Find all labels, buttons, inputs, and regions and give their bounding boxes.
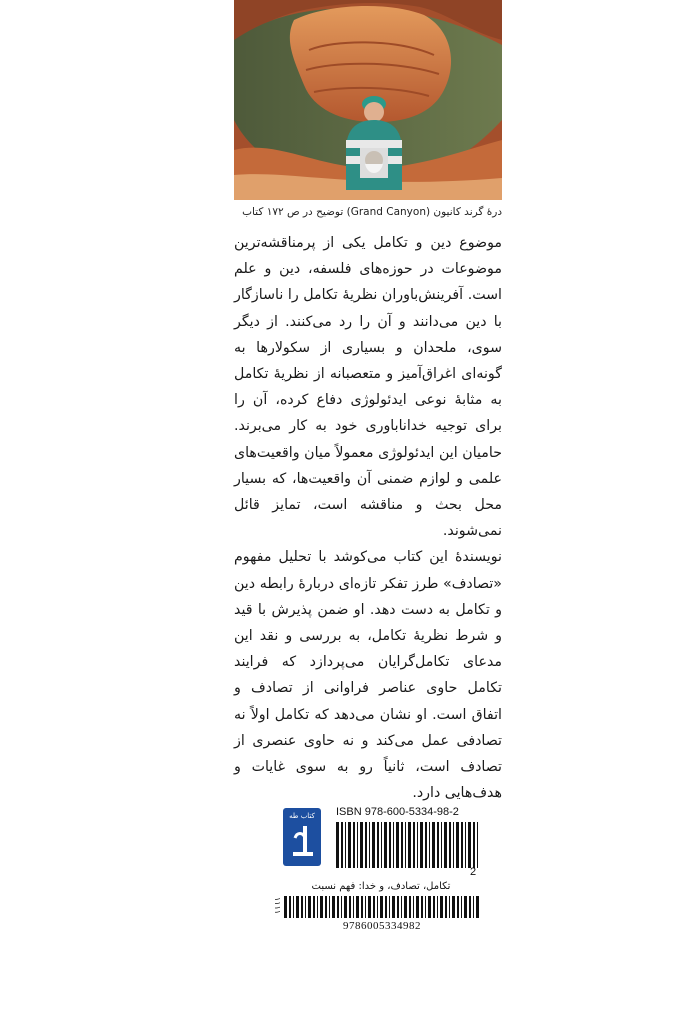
barcode-bar	[452, 896, 455, 918]
publisher-logo-label: کتاب طه	[289, 812, 315, 820]
barcode-bar	[384, 822, 387, 868]
blurb-paragraph-1: موضوع دین و تکامل یکی از پرمناقشه‌ترین موضوعات در حوزه‌های فلسفه، دین و علم است. آفرینش‌باوران نظریهٔ تکامل را ناسازگار با دین می‌دانند و آن را رد می‌کنند. از دیگر سوی، ملحدان و بسیاری از سکولارها به گونه‌ای اغراق‌آمیز و متعصبانه از نظریهٔ تکامل به مثابهٔ نوعی ایدئولوژی دفاع کرده، آن را برای توجیه خداناباوری خود به کار می‌برند. حامیان این ایدئولوژی معمولاً میان واقعیت‌های علمی و لوازم ضمنی آن واقعیت‌ها، که بسیار محل بحث و مناقشه است، تمایز قائل نمی‌شوند.	[234, 235, 502, 540]
barcode-bar	[389, 896, 390, 918]
barcode-bar	[356, 896, 359, 918]
barcode-bar	[449, 896, 450, 918]
barcode-bar	[464, 896, 467, 918]
blurb-paragraph-2: نویسندهٔ این کتاب می‌کوشد با تحلیل مفهوم «تصادف» طرز تفکر تازه‌ای دربارهٔ رابطه دین و تکامل به دست دهد. او ضمن پذیرش با قید و شرط نظریهٔ تکامل، به بررسی و نقد این مدعای تکامل‌گرایان می‌پردازد که فرایند تکامل حاوی عناصر فراوانی از تصادف و اتفاق است. او نشان می‌دهد که تکامل اولاً نه تصادفی عمل می‌کند و نه حاوی عنصری از تصادف است، ثانیاً رو به سوی غایات و هدف‌هایی دارد.	[234, 549, 502, 802]
barcode-bar	[428, 896, 431, 918]
barcode-bar	[296, 896, 299, 918]
barcode-bar	[385, 896, 387, 918]
barcode-bar	[377, 896, 378, 918]
cover-photo	[234, 0, 502, 200]
barcode-bar	[445, 896, 447, 918]
barcode-bar	[308, 896, 311, 918]
barcode-bar	[433, 896, 435, 918]
barcode-bar	[357, 822, 358, 868]
barcode-bar	[353, 822, 355, 868]
sticker-title: تکامل، تصادف، و خدا: فهم نسبت	[311, 881, 451, 892]
barcode-bar	[473, 822, 475, 868]
barcode-bar	[456, 822, 459, 868]
barcode-bar	[401, 822, 403, 868]
isbn-label: ISBN 978-600-5334-98-2	[336, 806, 459, 818]
barcode-bar	[377, 822, 379, 868]
barcode-bar	[432, 822, 435, 868]
barcode-bar	[416, 896, 419, 918]
barcode-bar	[396, 822, 399, 868]
barcode-bar	[408, 822, 411, 868]
barcode-bar	[477, 822, 478, 868]
barcode-bar	[289, 896, 291, 918]
barcode-bar	[476, 896, 479, 918]
barcode-bar	[465, 822, 466, 868]
barcode-bar	[421, 896, 423, 918]
barcode-bar	[325, 896, 327, 918]
isbn-barcode	[336, 822, 478, 868]
barcode-bar	[420, 822, 423, 868]
barcode-bar	[361, 896, 363, 918]
sticker-barcode-number: 9786005334982	[343, 920, 421, 932]
barcode-bar	[429, 822, 430, 868]
sticker-barcode	[284, 896, 480, 918]
barcode-bar	[392, 896, 395, 918]
publisher-logo	[283, 808, 321, 866]
barcode-bar	[409, 896, 411, 918]
sticker-side-code: ۱۱۱۱	[273, 897, 282, 915]
barcode-bar	[337, 896, 339, 918]
barcode-bar	[336, 822, 339, 868]
barcode-bar	[425, 896, 426, 918]
barcode-bar	[405, 822, 406, 868]
barcode-bar	[440, 896, 443, 918]
barcode-bar	[344, 896, 347, 918]
barcode-bar	[349, 896, 351, 918]
barcode-bar	[404, 896, 407, 918]
barcode-bar	[444, 822, 447, 868]
barcode-bar	[313, 896, 315, 918]
barcode-bar	[389, 822, 391, 868]
barcode-bar	[473, 896, 474, 918]
barcode-bar	[413, 896, 414, 918]
barcode-bar	[317, 896, 318, 918]
barcode-bar	[437, 822, 439, 868]
barcode-bar	[305, 896, 306, 918]
barcode-bar	[348, 822, 351, 868]
barcode-bar	[353, 896, 354, 918]
barcode-bar	[360, 822, 363, 868]
barcode-bar	[369, 822, 370, 868]
barcode-bar	[301, 896, 303, 918]
barcode-bar	[284, 896, 287, 918]
barcode-bar	[437, 896, 438, 918]
barcode-bar	[457, 896, 459, 918]
barcode-bar	[368, 896, 371, 918]
barcode-bar	[345, 822, 346, 868]
barcode-bar	[441, 822, 442, 868]
barcode-bar	[449, 822, 451, 868]
canyon-photo-icon	[234, 0, 502, 200]
barcode-bar	[373, 896, 375, 918]
barcode-bar	[381, 822, 382, 868]
barcode-bar	[365, 822, 367, 868]
back-cover-blurb	[234, 230, 502, 806]
barcode-bar	[413, 822, 415, 868]
isbn-check-digit: 2	[470, 866, 477, 878]
barcode-bar	[365, 896, 366, 918]
barcode-bar	[341, 822, 343, 868]
barcode-bar	[372, 822, 375, 868]
barcode-bar	[329, 896, 330, 918]
barcode-bar	[320, 896, 323, 918]
barcode-bar	[393, 822, 394, 868]
barcode-bar	[401, 896, 402, 918]
photo-caption: درهٔ گرند کانیون (Grand Canyon) توضیح در ص ۱۷۲ کتاب	[242, 206, 502, 218]
barcode-bar	[468, 822, 471, 868]
barcode-bar	[397, 896, 399, 918]
barcode-bar	[469, 896, 471, 918]
publisher-mark-icon	[283, 808, 321, 866]
barcode-bar	[380, 896, 383, 918]
barcode-bar	[417, 822, 418, 868]
barcode-bar	[293, 896, 294, 918]
barcode-bar	[461, 896, 462, 918]
barcode-bar	[425, 822, 427, 868]
barcode-bar	[461, 822, 463, 868]
barcode-bar	[332, 896, 335, 918]
barcode-bar	[453, 822, 454, 868]
barcode-bar	[341, 896, 342, 918]
